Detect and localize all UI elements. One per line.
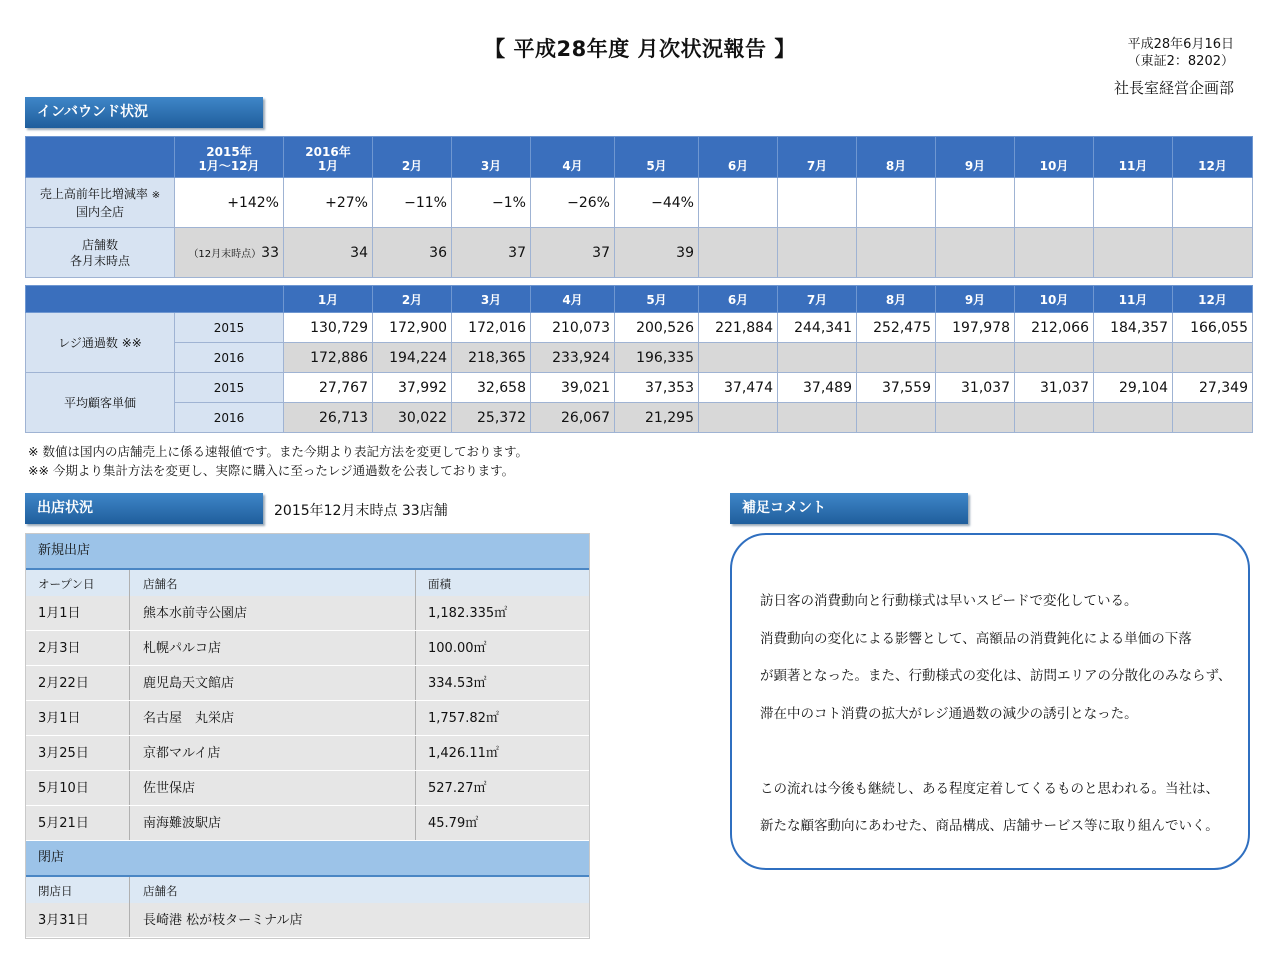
- avg-cell: 39,021: [531, 373, 615, 403]
- table-row: [26, 596, 589, 631]
- col-month: 6月: [699, 286, 778, 313]
- store-count-cell: [1015, 228, 1094, 278]
- avg-cell: 27,767: [284, 373, 373, 403]
- stock-code: （東証2：8202）: [1127, 54, 1234, 69]
- stores-table: [25, 533, 590, 939]
- col-month: 11月: [1094, 286, 1173, 313]
- inbound-table: [25, 136, 1253, 278]
- register-count-2016-row: [26, 343, 1253, 373]
- sales-cell: −11%: [373, 178, 452, 228]
- col-closed-name: 店舗名: [143, 884, 178, 898]
- store-count-cell: [699, 228, 778, 278]
- store-name: 南海難波駅店: [130, 806, 416, 840]
- department: 社長室経営企画部: [1113, 79, 1234, 97]
- year-label: 2016: [175, 403, 284, 433]
- avg-cell: [699, 403, 778, 433]
- count-cell: [1015, 343, 1094, 373]
- col-month: 3月: [452, 137, 531, 178]
- comment-section-label: 補足コメント: [730, 493, 968, 524]
- store-count-row: [26, 228, 1253, 278]
- avg-cell: 37,353: [615, 373, 699, 403]
- table-row: [26, 903, 589, 938]
- col-month: 11月: [1094, 137, 1173, 178]
- inbound-corner: [26, 137, 175, 178]
- store-name: 佐世保店: [130, 771, 416, 805]
- avg-cell: 31,037: [936, 373, 1015, 403]
- col-closed-date: 閉店日: [26, 877, 130, 903]
- col-month: 12月: [1173, 286, 1253, 313]
- count-cell: 212,066: [1015, 313, 1094, 343]
- closed-stores-category: 閉店: [26, 841, 589, 875]
- avg-price-label: 平均顧客単価: [26, 373, 175, 433]
- count-cell: 233,924: [531, 343, 615, 373]
- store-count-cell: 37: [531, 228, 615, 278]
- count-cell: 166,055: [1173, 313, 1253, 343]
- store-area: 334.53㎡: [428, 676, 487, 691]
- inbound-header-row: [26, 137, 1253, 178]
- store-area: 1,182.335㎡: [428, 606, 508, 621]
- col-month: 5月: [615, 286, 699, 313]
- col-area: 面積: [428, 577, 451, 591]
- count-cell: [1173, 343, 1253, 373]
- new-stores-header: [26, 568, 589, 596]
- sales-cell: [1015, 178, 1094, 228]
- open-date: 3月1日: [26, 701, 130, 735]
- avg-cell: [857, 403, 936, 433]
- col-month: 8月: [857, 137, 936, 178]
- inbound-section-label: インバウンド状況: [25, 97, 263, 128]
- stores-section-label: 出店状況: [25, 493, 263, 524]
- count-cell: 218,365: [452, 343, 531, 373]
- report-date: 平成28年6月16日: [1127, 37, 1234, 52]
- avg-cell: 37,992: [373, 373, 452, 403]
- sales-growth-row: [26, 178, 1253, 228]
- store-count-cell: [857, 228, 936, 278]
- col-month: 4月: [531, 137, 615, 178]
- col-open-date: オープン日: [26, 570, 130, 596]
- store-count-cell: 34: [284, 228, 373, 278]
- col-month: 7月: [778, 137, 857, 178]
- avg-cell: 31,037: [1015, 373, 1094, 403]
- register-corner: [26, 286, 284, 313]
- store-area: 1,426.11㎡: [428, 746, 499, 761]
- sales-cell: [936, 178, 1015, 228]
- avg-cell: 37,559: [857, 373, 936, 403]
- col-month: 10月: [1015, 286, 1094, 313]
- table-row: [26, 771, 589, 806]
- open-date: 5月10日: [26, 771, 130, 805]
- store-count-cell: 39: [615, 228, 699, 278]
- store-area: 527.27㎡: [428, 781, 487, 796]
- col-month: 6月: [699, 137, 778, 178]
- count-cell: 210,073: [531, 313, 615, 343]
- store-name: 京都マルイ店: [130, 736, 416, 770]
- count-cell: 244,341: [778, 313, 857, 343]
- closed-stores-header: [26, 875, 589, 903]
- avg-cell: [778, 403, 857, 433]
- count-cell: [699, 343, 778, 373]
- footnote-2: ※※ 今期より集計方法を変更し、実際に購入に至ったレジ通過数を公表しております。: [28, 463, 515, 478]
- open-date: 5月21日: [26, 806, 130, 840]
- store-count-cell: 37: [452, 228, 531, 278]
- store-name: 熊本水前寺公園店: [130, 596, 416, 630]
- count-cell: 184,357: [1094, 313, 1173, 343]
- table-row: [26, 631, 589, 666]
- count-cell: 196,335: [615, 343, 699, 373]
- count-cell: [936, 343, 1015, 373]
- sales-cell: −26%: [531, 178, 615, 228]
- sales-cell: +27%: [284, 178, 373, 228]
- col-2015-full: 2015年 1月～12月: [175, 137, 284, 178]
- count-cell: 172,016: [452, 313, 531, 343]
- store-count-cell: [1094, 228, 1173, 278]
- col-month: 12月: [1173, 137, 1253, 178]
- avg-cell: [1173, 403, 1253, 433]
- col-month: 9月: [936, 137, 1015, 178]
- count-cell: 200,526: [615, 313, 699, 343]
- avg-cell: 37,474: [699, 373, 778, 403]
- comment-line: が顕著となった。また、行動様式の変化は、訪問エリアの分散化のみならず、: [760, 668, 1232, 684]
- count-cell: [778, 343, 857, 373]
- store-count-cell: [1173, 228, 1253, 278]
- year-label: 2015: [175, 373, 284, 403]
- page-title: 【 平成28年度 月次状況報告 】: [484, 37, 796, 61]
- col-store-name: 店舗名: [130, 570, 416, 596]
- open-date: 2月22日: [26, 666, 130, 700]
- avg-price-2015-row: [26, 373, 1253, 403]
- store-name: 鹿児島天文館店: [130, 666, 416, 700]
- store-area: 45.79㎡: [428, 816, 479, 831]
- open-date: 3月25日: [26, 736, 130, 770]
- new-stores-category: 新規出店: [26, 534, 589, 568]
- avg-cell: [936, 403, 1015, 433]
- comment-line: 消費動向の変化による影響として、高額品の消費鈍化による単価の下落: [760, 630, 1192, 647]
- sales-cell: [1094, 178, 1173, 228]
- store-area: 100.00㎡: [428, 641, 487, 656]
- col-month: 2月: [373, 286, 452, 313]
- closed-store-name: 長崎港 松が枝ターミナル店: [143, 913, 303, 928]
- col-2016-jan: 2016年 1月: [284, 137, 373, 178]
- sales-cell: −1%: [452, 178, 531, 228]
- store-count-cell: 36: [373, 228, 452, 278]
- open-date: 1月1日: [26, 596, 130, 630]
- comment-line: この流れは今後も継続し、ある程度定着してくるものと思われる。当社は、: [760, 780, 1219, 797]
- closed-date: 3月31日: [26, 903, 130, 937]
- avg-cell: 29,104: [1094, 373, 1173, 403]
- table-row: [26, 736, 589, 771]
- store-area: 1,757.82㎡: [428, 711, 499, 726]
- avg-cell: 21,295: [615, 403, 699, 433]
- table-row: [26, 806, 589, 841]
- register-header-row: [26, 286, 1253, 313]
- count-cell: 221,884: [699, 313, 778, 343]
- avg-cell: [1015, 403, 1094, 433]
- count-cell: [1094, 343, 1173, 373]
- count-cell: 172,900: [373, 313, 452, 343]
- table-row: [26, 701, 589, 736]
- store-count-cell: [778, 228, 857, 278]
- year-label: 2015: [175, 313, 284, 343]
- comment-line: 新たな顧客動向にあわせた、商品構成、店舗サービス等に取り組んでいく。: [760, 818, 1219, 834]
- comment-line: 滞在中のコト消費の拡大がレジ通過数の減少の誘引となった。: [760, 705, 1138, 722]
- sales-cell: [699, 178, 778, 228]
- count-cell: [857, 343, 936, 373]
- sales-cell: [778, 178, 857, 228]
- store-count-cell: （12月末時点）33: [175, 228, 284, 278]
- sales-cell: +142%: [175, 178, 284, 228]
- col-month: 4月: [531, 286, 615, 313]
- col-month: 8月: [857, 286, 936, 313]
- col-month: 3月: [452, 286, 531, 313]
- avg-cell: 37,489: [778, 373, 857, 403]
- col-month: 1月: [284, 286, 373, 313]
- comment-line: [760, 733, 1226, 771]
- avg-cell: 32,658: [452, 373, 531, 403]
- col-month: 7月: [778, 286, 857, 313]
- col-month: 2月: [373, 137, 452, 178]
- store-name: 名古屋 丸栄店: [130, 701, 416, 735]
- sales-cell: [1173, 178, 1253, 228]
- avg-cell: 26,067: [531, 403, 615, 433]
- store-name: 札幌パルコ店: [130, 631, 416, 665]
- avg-cell: 25,372: [452, 403, 531, 433]
- col-month: 9月: [936, 286, 1015, 313]
- count-cell: 194,224: [373, 343, 452, 373]
- comment-line: 訪日客の消費動向と行動様式は早いスピードで変化している。: [760, 593, 1138, 609]
- register-count-label: レジ通過数 ※※: [26, 313, 175, 373]
- count-cell: 172,886: [284, 343, 373, 373]
- store-count-cell: [936, 228, 1015, 278]
- open-date: 2月3日: [26, 631, 130, 665]
- footnote-1: ※ 数値は国内の店舗売上に係る速報値です。また今期より表記方法を変更しております。: [28, 444, 528, 459]
- sales-cell: −44%: [615, 178, 699, 228]
- comment-box: [730, 533, 1250, 870]
- register-table: [25, 285, 1253, 433]
- avg-price-2016-row: [26, 403, 1253, 433]
- year-label: 2016: [175, 343, 284, 373]
- avg-cell: 27,349: [1173, 373, 1253, 403]
- store-count-label: 店舗数 各月末時点: [26, 228, 175, 278]
- avg-cell: 30,022: [373, 403, 452, 433]
- count-cell: 130,729: [284, 313, 373, 343]
- col-month: 5月: [615, 137, 699, 178]
- table-row: [26, 666, 589, 701]
- avg-cell: 26,713: [284, 403, 373, 433]
- count-cell: 252,475: [857, 313, 936, 343]
- col-month: 10月: [1015, 137, 1094, 178]
- register-count-2015-row: [26, 313, 1253, 343]
- avg-cell: [1094, 403, 1173, 433]
- store-summary: 2015年12月末時点 33店舗: [274, 503, 448, 519]
- sales-cell: [857, 178, 936, 228]
- sales-growth-label: 売上高前年比増減率 ※ 国内全店: [26, 178, 175, 228]
- count-cell: 197,978: [936, 313, 1015, 343]
